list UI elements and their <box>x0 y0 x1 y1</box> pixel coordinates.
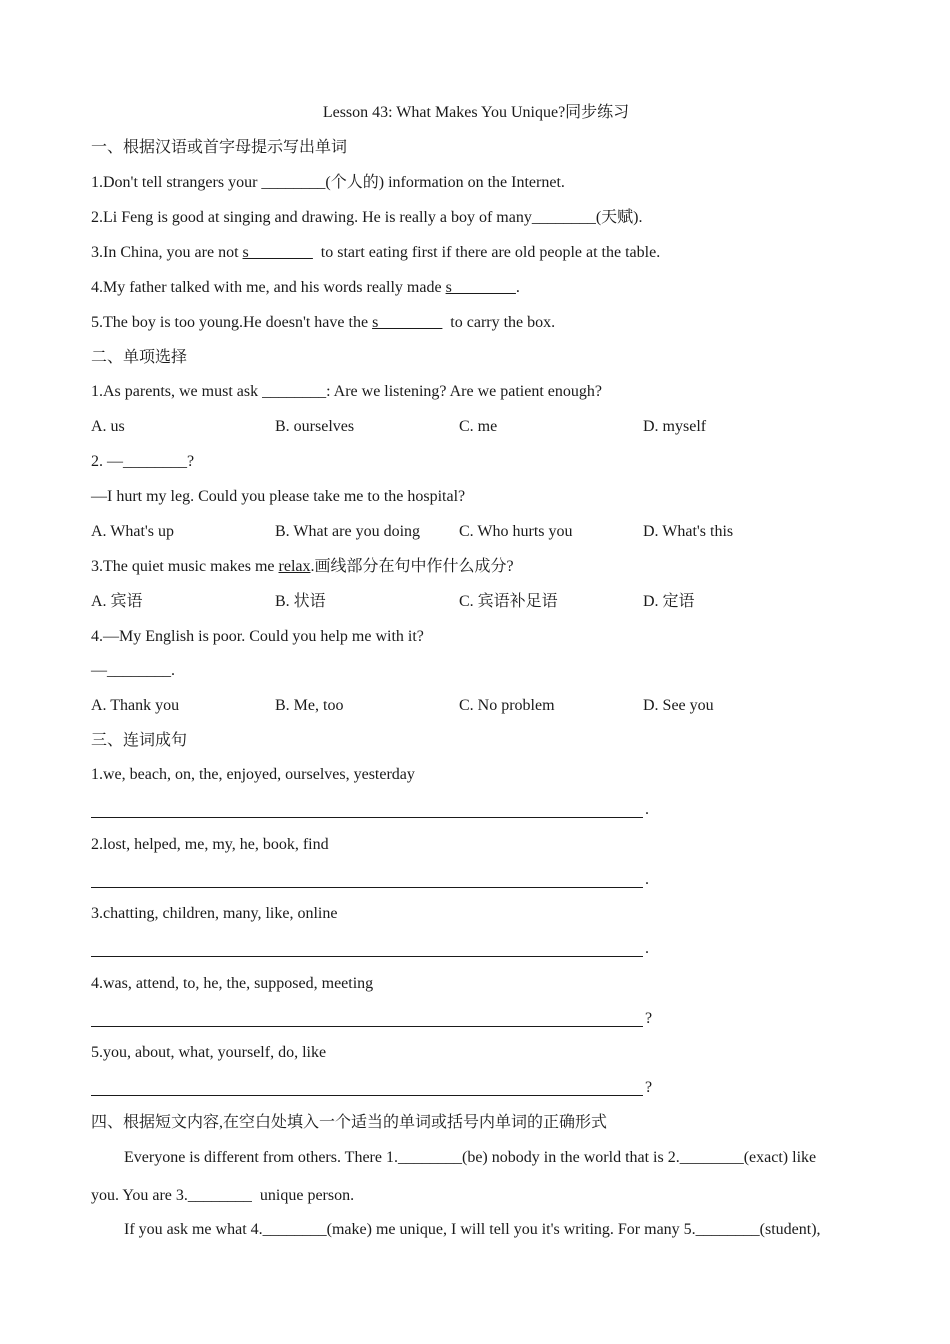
s1-q5-blank[interactable]: s________ <box>372 314 443 331</box>
s1-question-1: 1.Don't tell strangers your ________(个人的) information on the Internet. <box>91 174 565 191</box>
s3-item-5-words: 5.you, about, what, yourself, do, like <box>91 1044 327 1061</box>
s2-q3-text-post: .画线部分在句中作什么成分? <box>310 558 514 575</box>
s1-q5-text-post: to carry the box. <box>442 314 556 331</box>
s2-q1-option-d[interactable]: D. myself <box>643 418 707 435</box>
s2-q3-text-pre: 3.The quiet music makes me <box>91 558 279 575</box>
s1-q4-blank[interactable]: s________ <box>445 279 516 296</box>
s2-q3-underlined-word: relax <box>278 558 311 575</box>
s1-q5-text-pre: 5.The boy is too young.He doesn't have the <box>91 314 373 331</box>
s1-q4-text-pre: 4.My father talked with me, and his words really made <box>91 279 446 296</box>
s3-item-4-answer-line[interactable] <box>91 1005 643 1027</box>
s2-q4-option-d[interactable]: D. See you <box>643 697 714 714</box>
s2-q4-option-c[interactable]: C. No problem <box>459 697 555 714</box>
section-1-heading: 一、根据汉语或首字母提示写出单词 <box>91 139 348 156</box>
s1-q3-blank[interactable]: s________ <box>242 244 313 261</box>
s3-item-3-words: 3.chatting, children, many, like, online <box>91 905 338 922</box>
s3-item-1-answer-line[interactable] <box>91 796 643 818</box>
s2-question-4-line-2: —________. <box>91 662 175 679</box>
s2-question-3 <box>91 556 514 578</box>
section-2-heading: 二、单项选择 <box>91 349 188 366</box>
page-title: Lesson 43: What Makes You Unique?同步练习 <box>322 104 630 121</box>
s2-q2-option-b[interactable]: B. What are you doing <box>275 523 421 540</box>
s2-q1-option-c[interactable]: C. me <box>459 418 498 435</box>
s2-q2-option-d[interactable]: D. What's this <box>643 523 734 540</box>
s4-paragraph-2-line-1: If you ask me what 4.________(make) me unique, I will tell you it's writing. For many 5.________(student), <box>124 1221 821 1238</box>
s1-q3-text-post: to start eating first if there are old people at the table. <box>312 244 661 261</box>
s3-item-5-answer-line[interactable] <box>91 1074 643 1096</box>
s3-item-4-end-punct: ? <box>645 1010 653 1027</box>
s3-item-3-answer-line[interactable] <box>91 935 643 957</box>
s1-question-4 <box>91 277 520 299</box>
s3-item-2-end-punct: . <box>645 871 649 888</box>
s2-q3-option-c[interactable]: C. 宾语补足语 <box>459 593 558 610</box>
s3-item-4-words: 4.was, attend, to, he, the, supposed, meeting <box>91 975 374 992</box>
s1-question-3 <box>91 242 660 264</box>
s2-q2-option-a[interactable]: A. What's up <box>91 523 175 540</box>
section-3-heading: 三、连词成句 <box>91 732 188 749</box>
s2-q2-option-c[interactable]: C. Who hurts you <box>459 523 573 540</box>
s2-q1-option-a[interactable]: A. us <box>91 418 125 435</box>
s2-q1-option-b[interactable]: B. ourselves <box>275 418 355 435</box>
s3-item-1-words: 1.we, beach, on, the, enjoyed, ourselves, yesterday <box>91 766 415 783</box>
s1-question-2: 2.Li Feng is good at singing and drawing. He is really a boy of many________(天赋). <box>91 209 643 226</box>
s2-q4-option-a[interactable]: A. Thank you <box>91 697 180 714</box>
s2-question-1: 1.As parents, we must ask ________: Are we listening? Are we patient enough? <box>91 383 602 400</box>
s4-paragraph-1-line-1: Everyone is different from others. There 1.________(be) nobody in the world that is 2.________(exact) like <box>124 1149 817 1166</box>
s2-question-4-line-1: 4.—My English is poor. Could you help me with it? <box>91 628 424 645</box>
s2-q4-option-b[interactable]: B. Me, too <box>275 697 344 714</box>
s2-q3-option-d[interactable]: D. 定语 <box>643 593 695 610</box>
s3-item-2-words: 2.lost, helped, me, my, he, book, find <box>91 836 329 853</box>
s2-q3-option-b[interactable]: B. 状语 <box>275 593 326 610</box>
section-4-heading: 四、根据短文内容,在空白处填入一个适当的单词或括号内单词的正确形式 <box>91 1114 608 1131</box>
s3-item-3-end-punct: . <box>645 940 649 957</box>
s1-q3-text-pre: 3.In China, you are not <box>91 244 243 261</box>
s2-question-2-line-1: 2. —________? <box>91 453 195 470</box>
s3-item-2-answer-line[interactable] <box>91 866 643 888</box>
s2-question-2-line-2: —I hurt my leg. Could you please take me to the hospital? <box>91 488 466 505</box>
s3-item-5-end-punct: ? <box>645 1079 653 1096</box>
s1-question-5 <box>91 312 555 334</box>
s1-q4-text-post: . <box>515 279 520 296</box>
s4-paragraph-1-line-2: you. You are 3.________ unique person. <box>91 1187 355 1204</box>
s3-item-1-end-punct: . <box>645 801 649 818</box>
s2-q3-option-a[interactable]: A. 宾语 <box>91 593 143 610</box>
